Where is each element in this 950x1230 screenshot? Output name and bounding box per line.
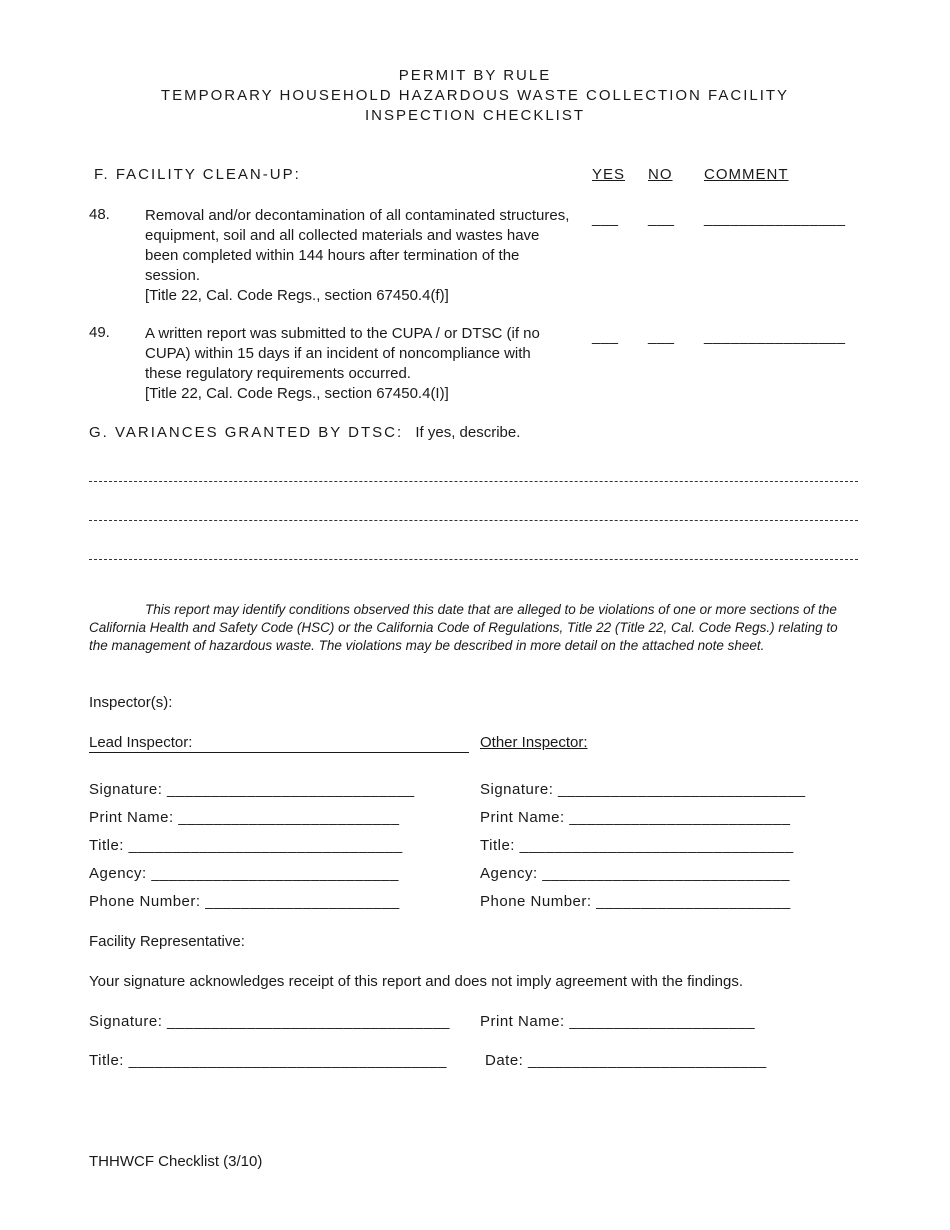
variance-line-3[interactable] [89,559,858,560]
other-phone-field[interactable]: Phone Number: ______________________ [480,893,791,910]
rep-print-name-field[interactable]: Print Name: _____________________ [480,1013,756,1030]
lead-title-field[interactable]: Title: _______________________________ [89,837,403,854]
inspectors-heading: Inspector(s): [89,694,173,711]
rep-signature-field[interactable]: Signature: ________________________________ [89,1013,450,1030]
column-no-header: NO [648,166,673,183]
lead-inspector-underline [89,752,469,753]
item-49-citation: [Title 22, Cal. Code Regs., section 67450.4(I)] [145,385,449,402]
variance-line-1[interactable] [89,481,858,482]
variance-line-2[interactable] [89,520,858,521]
lead-phone-field[interactable]: Phone Number: ______________________ [89,893,400,910]
item-48-yes-field[interactable]: ___ [592,210,619,227]
item-49-no-field[interactable]: ___ [648,328,675,345]
item-49-number: 49. [89,324,110,341]
lead-print-name-field[interactable]: Print Name: _________________________ [89,809,400,826]
item-49-description: A written report was submitted to the CUPA / or DTSC (if no CUPA) within 15 days if an incident of noncompliance with these regulatory requirements occurred. [145,325,540,382]
lead-inspector-label: Lead Inspector: [89,734,193,751]
item-49-yes-field[interactable]: ___ [592,328,619,345]
form-footer: THHWCF Checklist (3/10) [89,1153,263,1170]
document-subtitle: TEMPORARY HOUSEHOLD HAZARDOUS WASTE COLLECTION FACILITY [160,87,790,104]
item-48-text [145,206,570,306]
section-g-title: G. VARIANCES GRANTED BY DTSC: [89,424,404,441]
facility-rep-heading: Facility Representative: [89,933,245,950]
column-yes-header: YES [592,166,626,183]
lead-agency-field[interactable]: Agency: ____________________________ [89,865,399,882]
other-print-name-field[interactable]: Print Name: _________________________ [480,809,791,826]
section-f-title: F. FACILITY CLEAN-UP: [94,166,301,183]
violation-note: This report may identify conditions observed this date that are alleged to be violations of one or more sections of the California Health and Safety Code (HSC) or the California Code of Regulations, Title 22 (Title 22, Cal. Code Regs.) relating to the management of hazardous waste. The violations may be described in more detail on the attached note sheet. [89,602,838,653]
acknowledgement-text: Your signature acknowledges receipt of this report and does not imply agreement with the findings. [89,973,743,990]
item-48-comment-field[interactable]: ________________ [704,210,846,227]
document-form-name: INSPECTION CHECKLIST [364,107,586,124]
other-signature-field[interactable]: Signature: ____________________________ [480,781,806,798]
item-48-description: Removal and/or decontamination of all contaminated structures, equipment, soil and all collected materials and wastes have been completed within 144 hours after termination of the session. [145,207,570,284]
section-g-prompt: If yes, describe. [415,424,521,441]
column-comment-header: COMMENT [704,166,789,183]
rep-title-field[interactable]: Title: ____________________________________ [89,1052,447,1069]
item-48-citation: [Title 22, Cal. Code Regs., section 67450.4(f)] [145,287,449,304]
item-49-text [145,324,570,404]
other-title-field[interactable]: Title: _______________________________ [480,837,794,854]
other-agency-field[interactable]: Agency: ____________________________ [480,865,790,882]
item-48-no-field[interactable]: ___ [648,210,675,227]
document-title: PERMIT BY RULE [398,67,552,84]
item-49-comment-field[interactable]: ________________ [704,328,846,345]
rep-date-field[interactable]: Date: ___________________________ [485,1052,767,1069]
lead-signature-field[interactable]: Signature: ____________________________ [89,781,415,798]
other-inspector-label: Other Inspector: [480,734,588,751]
section-g-header [89,424,520,441]
item-48-number: 48. [89,206,110,223]
